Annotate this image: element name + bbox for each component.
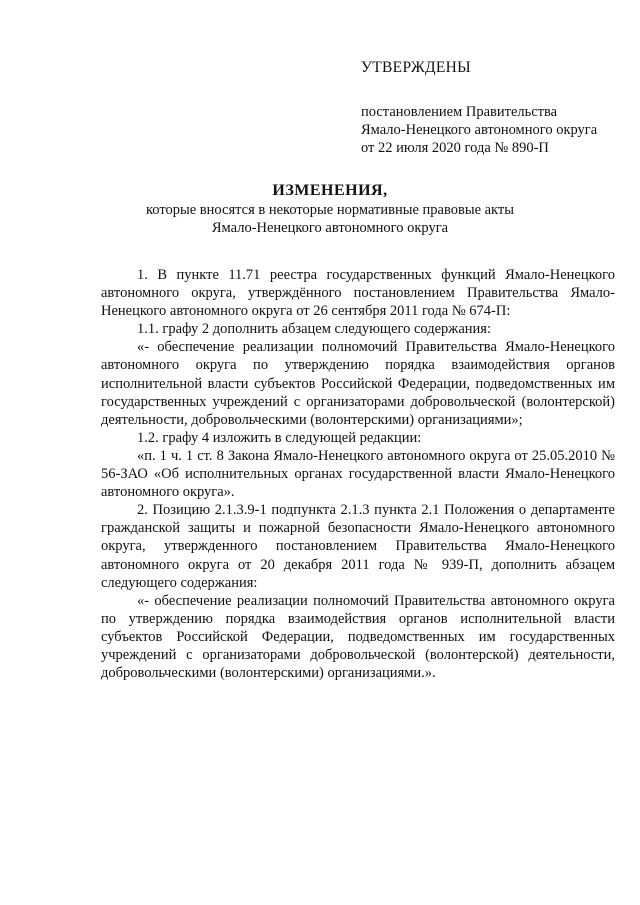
approval-line: постановлением Правительства bbox=[361, 104, 558, 120]
document-subtitle-line: которые вносятся в некоторые нормативные правовые акты bbox=[145, 202, 514, 218]
paragraph-subitem-1-2: 1.2. графу 4 изложить в следующей редакции: bbox=[137, 429, 422, 446]
paragraph-quote-1-1: «- обеспечение реализации полномочий Правительства Ямало-Ненецкого автономного округа по утверждению порядка взаимодействия органов исполнительной власти субъектов Российской Федерации, подведомственных им государственных учреждений с организаторами добровольческой (волонтерской) деятельности, добровольческими (волонтерскими) организациями»; bbox=[101, 339, 615, 428]
document-body bbox=[101, 266, 615, 682]
approval-line: от 22 июля 2020 года № 890-П bbox=[361, 140, 549, 156]
document-title: ИЗМЕНЕНИЯ, bbox=[272, 182, 388, 199]
paragraph-quote-1-2: «п. 1 ч. 1 ст. 8 Закона Ямало-Ненецкого автономного округа от 25.05.2010 № 56-ЗАО «Об исполнительных органах государственной власти Ямало-Ненецкого автономного округа». bbox=[101, 447, 615, 501]
approval-reference bbox=[361, 103, 611, 157]
approval-line: Ямало-Ненецкого автономного округа bbox=[361, 122, 598, 138]
approval-block bbox=[361, 58, 611, 157]
document-subtitle-line: Ямало-Ненецкого автономного округа bbox=[211, 220, 449, 236]
paragraph-item-2: 2. Позицию 2.1.3.9-1 подпункта 2.1.3 пункта 2.1 Положения о департаменте гражданской защиты и пожарной безопасности Ямало-Ненецкого автономного округа, утвержденного постановлением Правительства Ямало-Ненецкого автономного округа от 20 декабря 2011 года № 939-П, дополнить абзацем следующего содержания: bbox=[101, 502, 615, 591]
paragraph-subitem-1-1: 1.1. графу 2 дополнить абзацем следующего содержания: bbox=[137, 321, 491, 338]
document-heading bbox=[60, 181, 600, 237]
paragraph-item-1: 1. В пункте 11.71 реестра государственных функций Ямало-Ненецкого автономного округа, утверждённого постановлением Правительства Ямало-Ненецкого автономного округа от 26 сентября 2011 года № 674-П: bbox=[101, 267, 615, 320]
approval-title: УТВЕРЖДЕНЫ bbox=[361, 59, 471, 76]
paragraph-quote-2: «- обеспечение реализации полномочий Правительства автономного округа по утверждению порядка взаимодействия органов исполнительной власти субъектов Российской Федерации, подведомственных им государственных учреждений с организаторами добровольческой (волонтерской) деятельности, добровольческими (волонтерскими) организациями.». bbox=[101, 592, 615, 682]
